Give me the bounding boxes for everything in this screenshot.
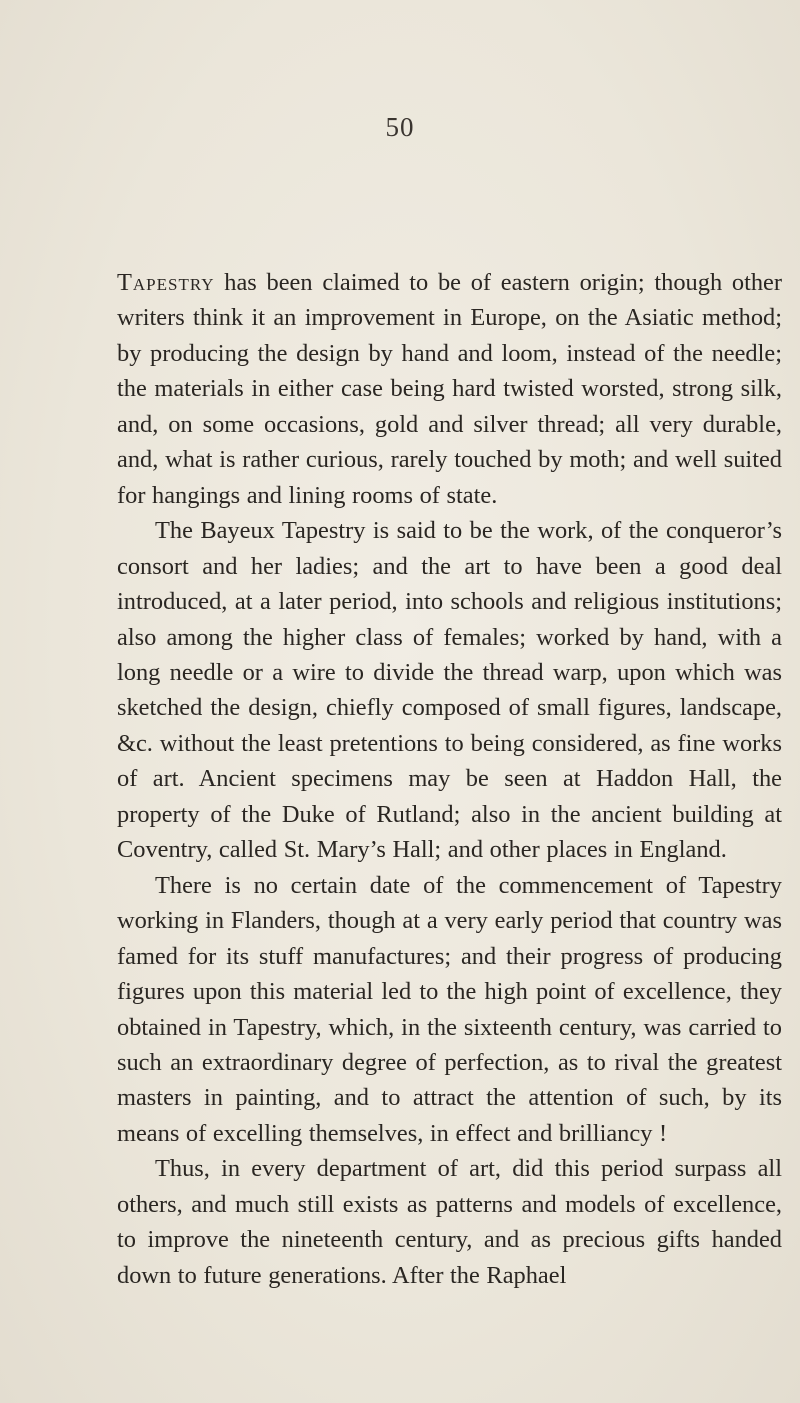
paragraph-4: Thus, in every department of art, did this period surpass all others, and much still exists as patterns and models of excellence, to improve the nineteenth century, and as precious gifts handed down to future generations. After the Raphael bbox=[117, 1155, 782, 1289]
paragraph-3: There is no certain date of the commencement of Tapestry working in Flanders, though at a very early period that country was famed for its stuff manufactures; and their progress of producing figures upon this material led to the high point of excellence, they obtained in Tapestry, which, in the sixteenth century, was carried to such an extraordinary degree of perfection, as to rival the greatest masters in painting, and to attract the attention of such, by its means of excelling themselves, in effect and brilliancy ! bbox=[117, 871, 782, 1147]
paragraph-1 bbox=[117, 265, 782, 513]
lead-word: Tapestry bbox=[117, 269, 215, 296]
paragraph-2: The Bayeux Tapestry is said to be the work, of the conqueror’s consort and her ladies; and the art to have been a good deal introduced, at a later period, into schools and religious institutions; also among the higher class of females; worked by hand, with a long needle or a wire to divide the thread warp, upon which was sketched the design, chiefly composed of small figures, landscape, &c. without the least pretentions to being considered, as fine works of art. Ancient specimens may be seen at Haddon Hall, the property of the Duke of Rutland; also in the ancient building at Coventry, called St. Mary’s Hall; and other places in England. bbox=[117, 517, 782, 864]
body-text bbox=[117, 265, 782, 1293]
page-number: 50 bbox=[385, 112, 415, 142]
paragraph-1-text: has been claimed to be of eastern origin; though other writers think it an improvement in Europe, on the Asiatic method; by producing the design by hand and loom, instead of the needle; the materials in either case being hard twisted worsted, strong silk, and, on some occasions, gold and silver thread; all very durable, and, what is rather curious, rarely touched by moth; and well suited for hangings and lining rooms of state. bbox=[117, 269, 782, 509]
